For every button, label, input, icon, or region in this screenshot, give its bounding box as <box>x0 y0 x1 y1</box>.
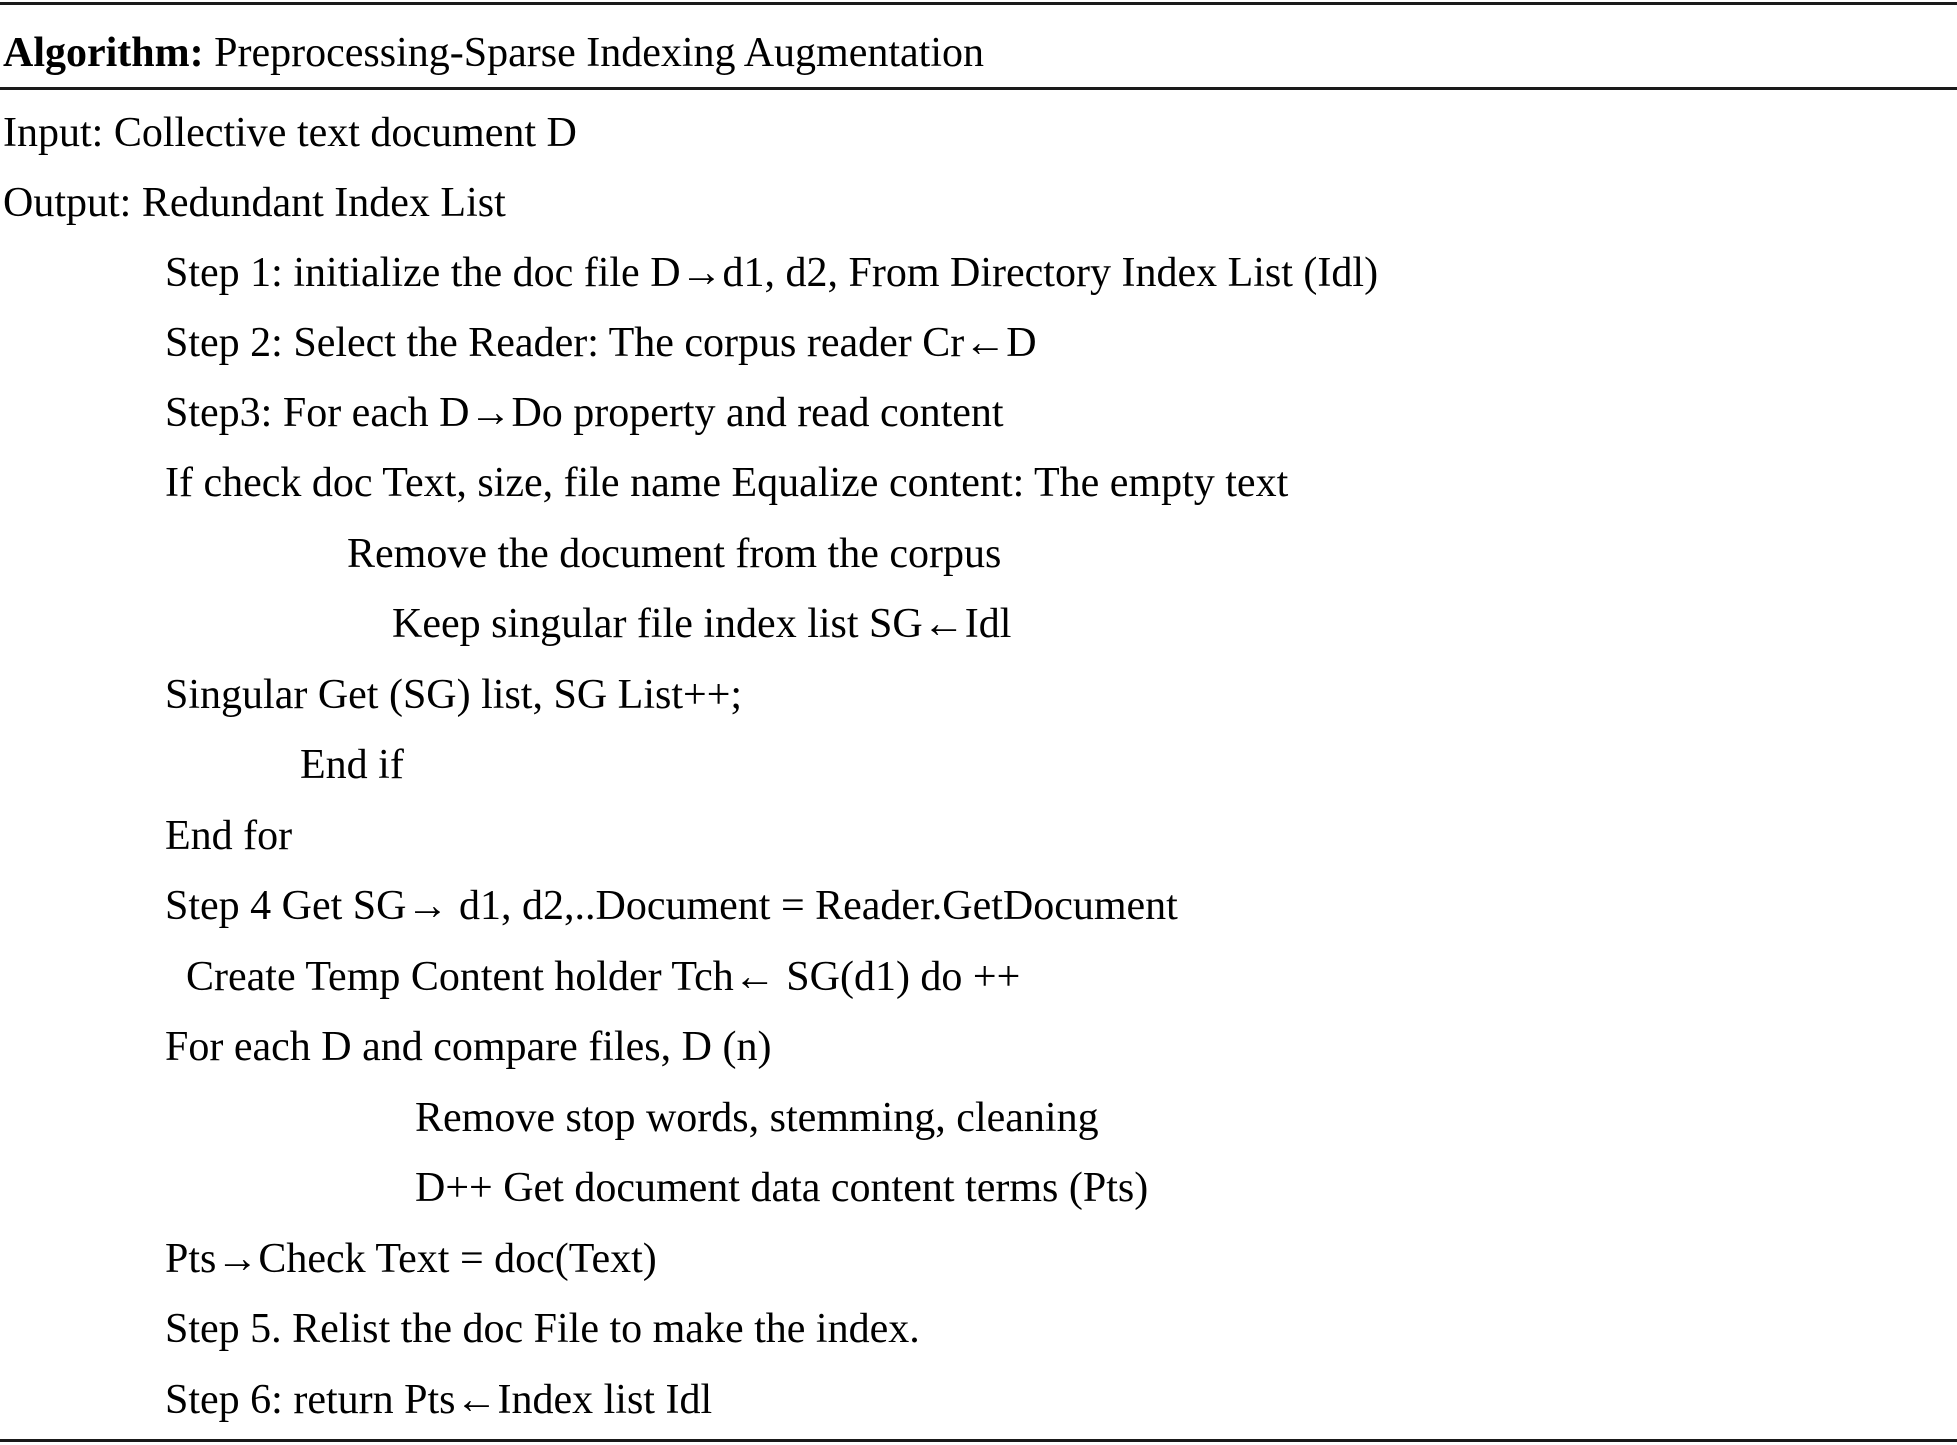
algorithm-step-line: Keep singular file index list SG←Idl <box>392 601 1012 647</box>
algorithm-step-line: End if <box>300 742 404 788</box>
algorithm-title <box>3 32 984 74</box>
algorithm-step-line: If check doc Text, size, file name Equalize content: The empty text <box>165 460 1289 506</box>
input-line: Input: Collective text document D <box>3 110 577 156</box>
algorithm-step-line: Step 2: Select the Reader: The corpus reader Cr←D <box>165 320 1037 366</box>
algorithm-step-line: For each D and compare files, D (n) <box>165 1024 772 1070</box>
algorithm-step-line: Step3: For each D→Do property and read content <box>165 390 1004 436</box>
algorithm-step-line: Singular Get (SG) list, SG List++; <box>165 672 743 718</box>
algorithm-step-line: D++ Get document data content terms (Pts) <box>415 1165 1149 1211</box>
algorithm-step-line: Step 6: return Pts←Index list Idl <box>165 1377 713 1423</box>
algorithm-step-line: Create Temp Content holder Tch← SG(d1) do ++ <box>186 954 1021 1000</box>
top-rule <box>0 2 1957 5</box>
algorithm-step-line: Remove stop words, stemming, cleaning <box>415 1095 1099 1141</box>
algorithm-step-line: Pts→Check Text = doc(Text) <box>165 1236 657 1282</box>
algorithm-label: Algorithm: <box>3 30 204 76</box>
algorithm-step-line: Step 4 Get SG→ d1, d2,..Document = Reader.GetDocument <box>165 883 1178 929</box>
algorithm-name: Preprocessing-Sparse Indexing Augmentation <box>203 30 984 76</box>
algorithm-step-line: Remove the document from the corpus <box>347 531 1002 577</box>
algorithm-step-line: Step 5. Relist the doc File to make the index. <box>165 1306 920 1352</box>
algorithm-step-line: Step 1: initialize the doc file D→d1, d2, From Directory Index List (Idl) <box>165 250 1379 296</box>
header-rule <box>0 87 1957 90</box>
algorithm-step-line: End for <box>165 813 293 859</box>
bottom-rule <box>0 1439 1957 1442</box>
output-line: Output: Redundant Index List <box>3 180 506 226</box>
